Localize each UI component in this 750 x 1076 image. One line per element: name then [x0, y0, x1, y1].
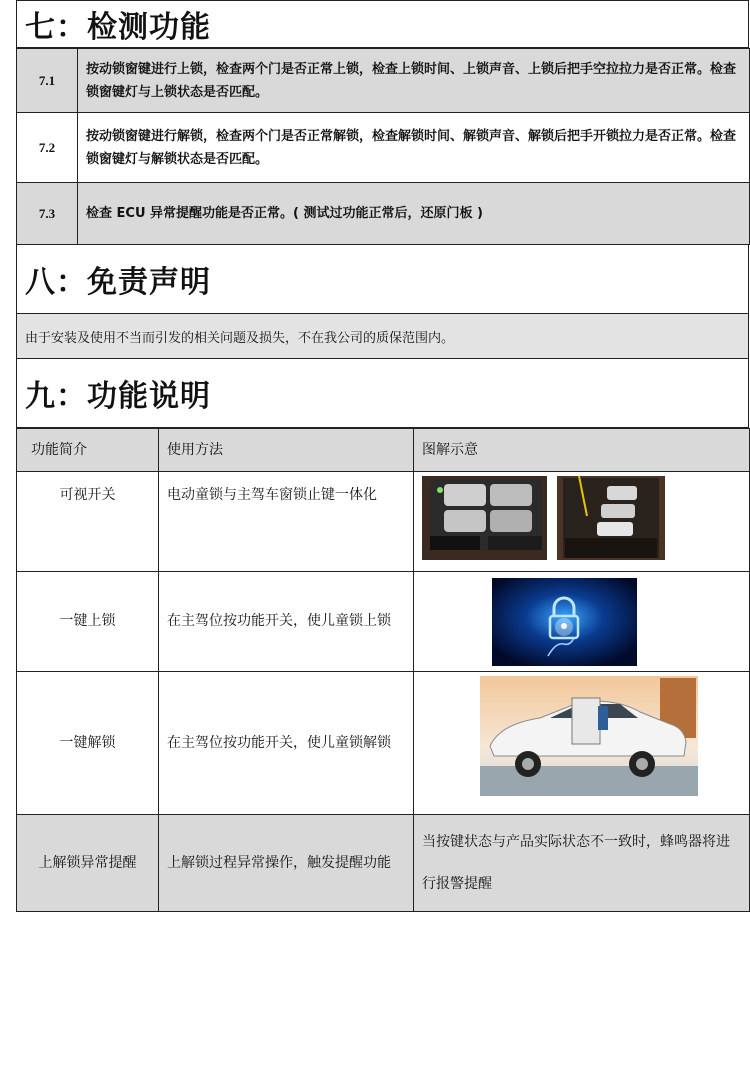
digital-lock-image [492, 578, 637, 666]
document-page [16, 0, 749, 912]
table-header-row [17, 429, 750, 472]
disclaimer-text: 由于安装及使用不当而引发的相关问题及损失，不在我公司的质保范围内。 [16, 314, 749, 359]
illustration-cell [414, 472, 750, 572]
check-description: 检查 ECU 异常提醒功能是否正常。( 测试过功能正常后，还原门板 ) [78, 183, 750, 245]
table-row [17, 572, 750, 672]
header-function: 功能简介 [17, 429, 159, 472]
function-name: 可视开关 [17, 472, 159, 572]
section-title-check: 七：检测功能 [16, 0, 749, 48]
function-usage: 在主驾位按功能开关，使儿童锁解锁 [159, 672, 414, 815]
window-switch-photo-1 [422, 476, 547, 560]
function-note: 当按键状态与产品实际状态不一致时，蜂鸣器将进行报警提醒 [414, 815, 750, 912]
header-illustration: 图解示意 [414, 429, 750, 472]
white-car-photo [480, 676, 698, 796]
table-row [17, 815, 750, 912]
table-row [17, 672, 750, 815]
header-usage: 使用方法 [159, 429, 414, 472]
function-name: 上解锁异常提醒 [17, 815, 159, 912]
check-description: 按动锁窗键进行解锁，检查两个门是否正常解锁，检查解锁时间、解锁声音、解锁后把手开锁拉力是否正常。检查锁窗键灯与解锁状态是否匹配。 [78, 113, 750, 183]
table-row [17, 49, 750, 113]
function-name: 一键上锁 [17, 572, 159, 672]
function-usage: 上解锁过程异常操作，触发提醒功能 [159, 815, 414, 912]
section-title-disclaimer: 八：免责声明 [16, 245, 749, 314]
row-number: 7.2 [17, 113, 78, 183]
table-row [17, 113, 750, 183]
check-description: 按动锁窗键进行上锁，检查两个门是否正常上锁，检查上锁时间、上锁声音、上锁后把手空拉拉力是否正常。检查锁窗键灯与上锁状态是否匹配。 [78, 49, 750, 113]
function-name: 一键解锁 [17, 672, 159, 815]
function-table [16, 428, 750, 912]
illustration-cell [414, 572, 750, 672]
table-row [17, 183, 750, 245]
window-switch-photo-2 [557, 476, 665, 560]
illustration-cell [414, 672, 750, 815]
function-usage: 电动童锁与主驾车窗锁止键一体化 [159, 472, 414, 572]
section-title-functions: 九：功能说明 [16, 359, 749, 428]
function-usage: 在主驾位按功能开关，使儿童锁上锁 [159, 572, 414, 672]
row-number: 7.3 [17, 183, 78, 245]
table-row [17, 472, 750, 572]
check-table [16, 48, 750, 245]
row-number: 7.1 [17, 49, 78, 113]
